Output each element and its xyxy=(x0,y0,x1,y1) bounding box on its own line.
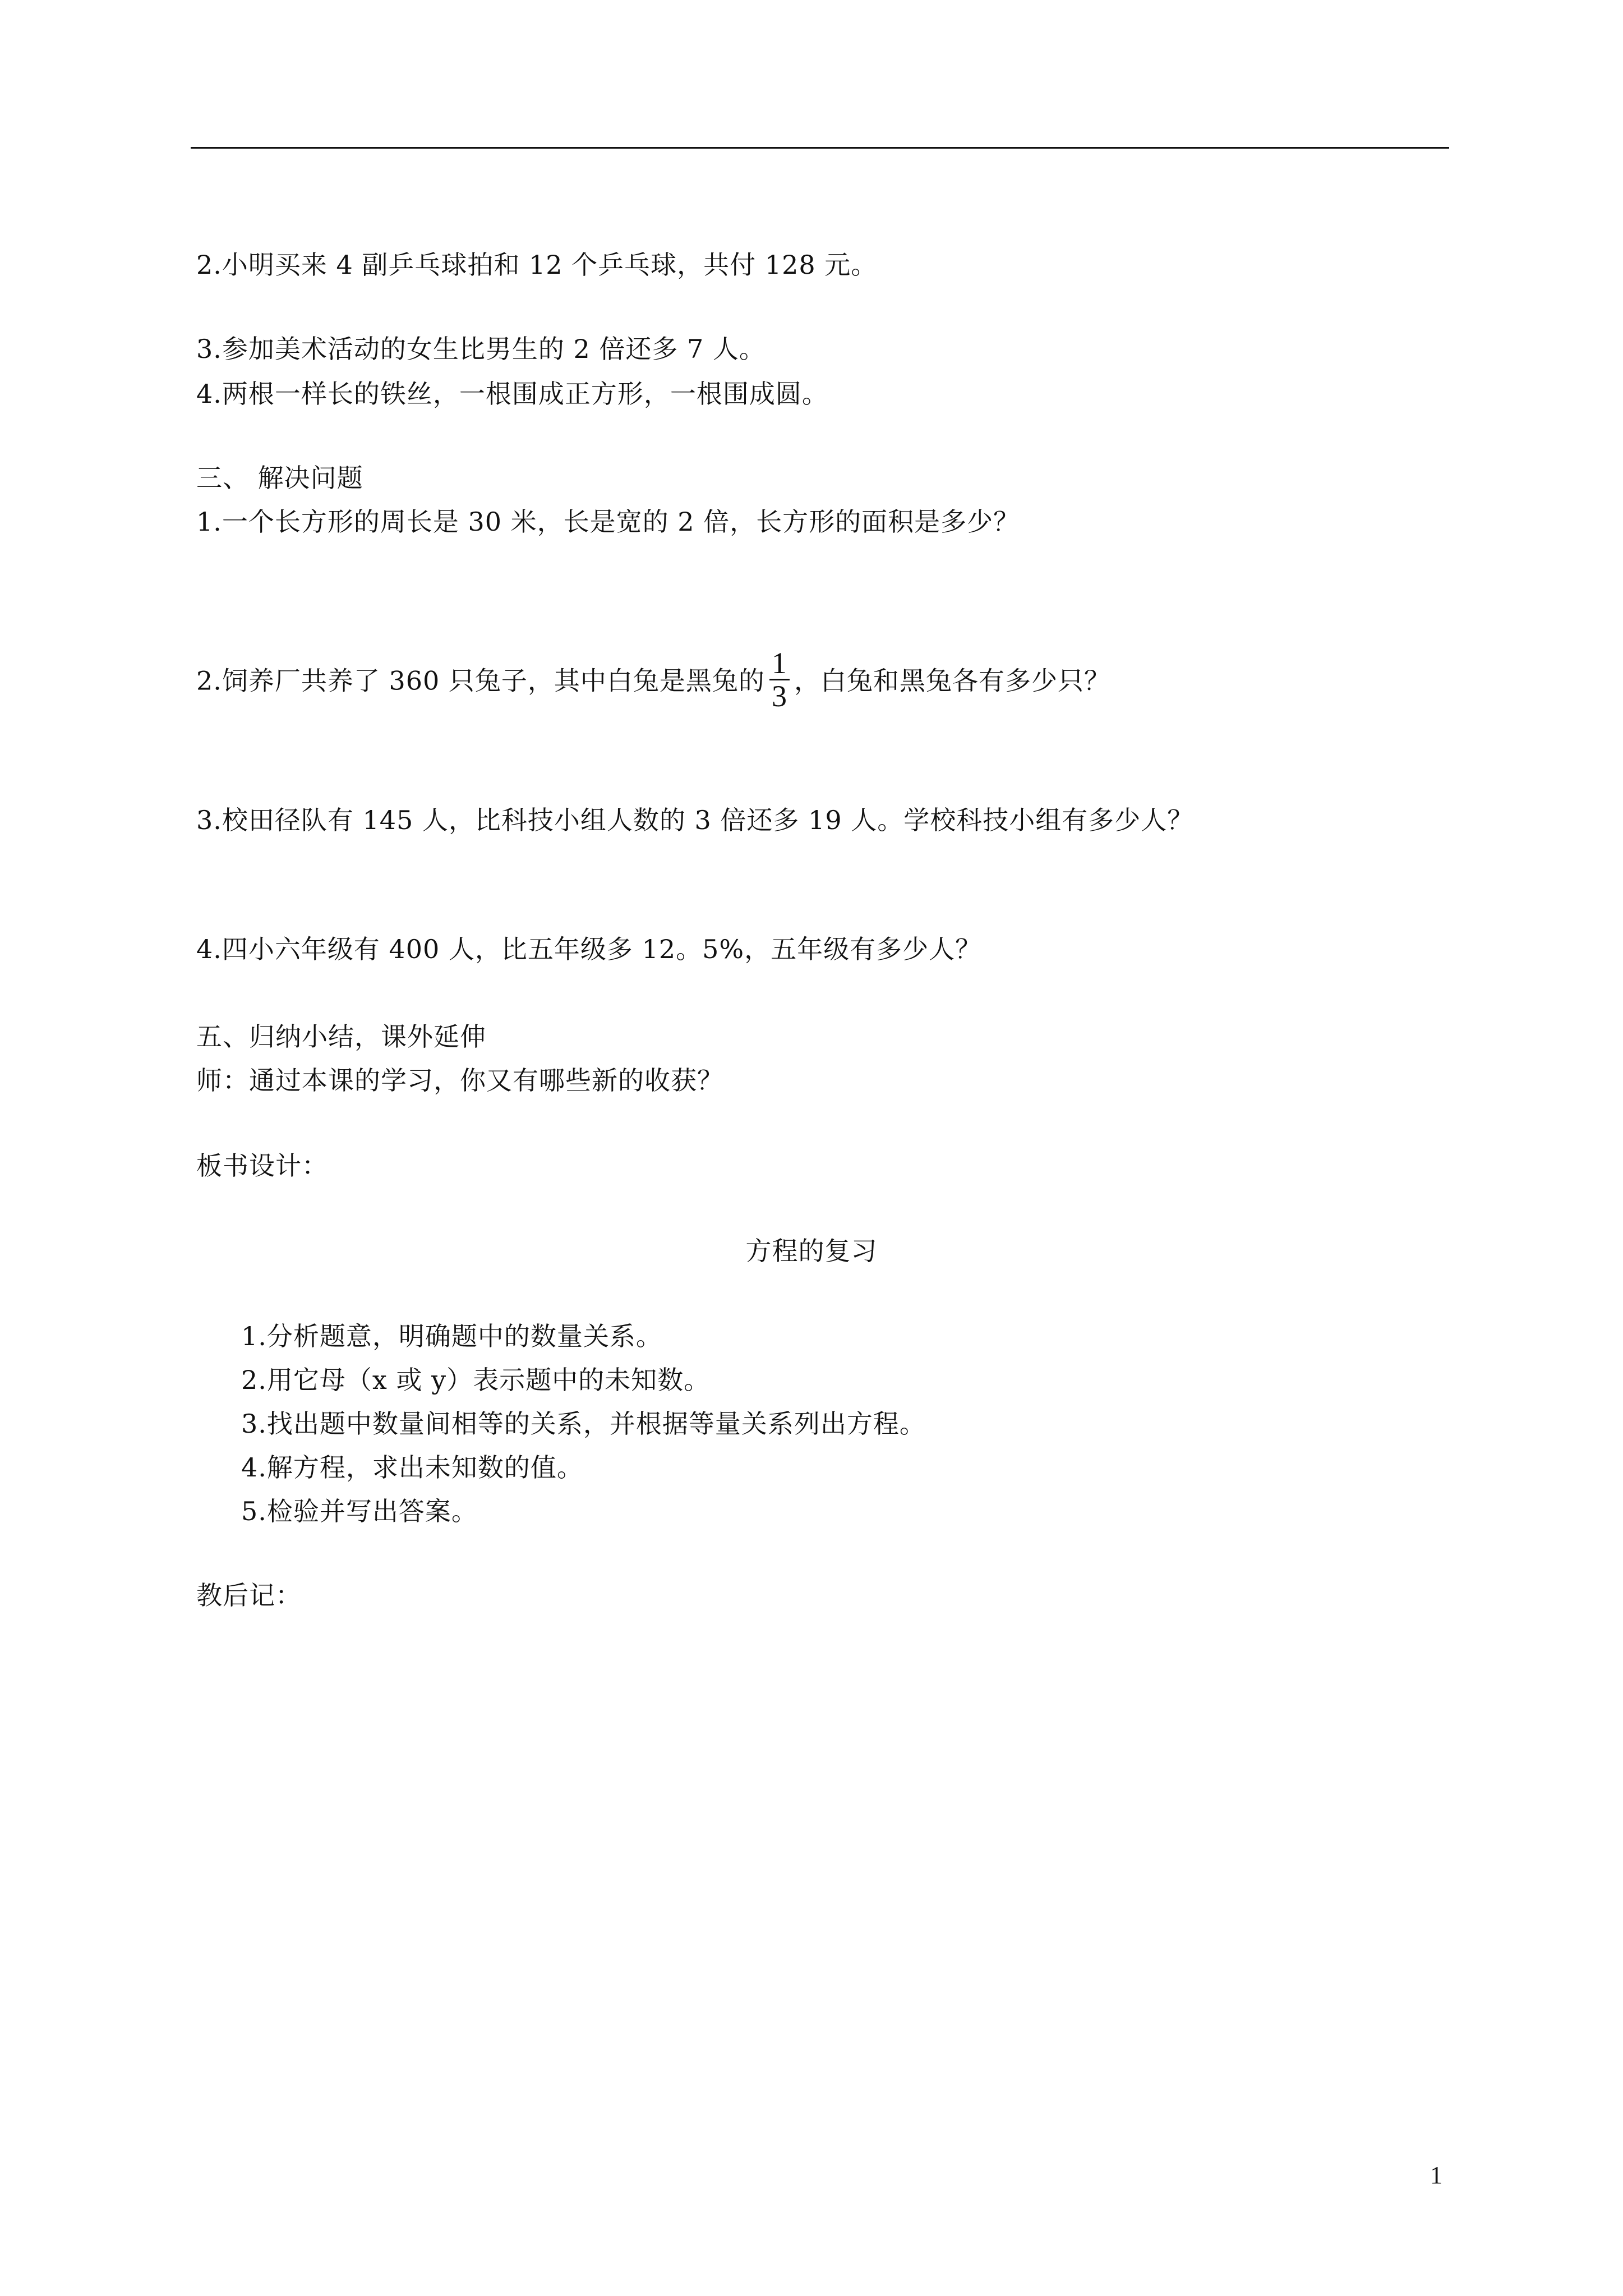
fraction-one-third xyxy=(769,647,790,712)
exercise-item-4: 4.两根一样长的铁丝，一根围成正方形，一根围成圆。 xyxy=(196,379,828,409)
exercise-item-3: 3.参加美术活动的女生比男生的 2 倍还多 7 人。 xyxy=(196,334,766,364)
board-design-label: 板书设计： xyxy=(196,1151,328,1181)
fraction-numerator: 1 xyxy=(769,647,790,680)
afternote-label: 教后记： xyxy=(196,1580,302,1611)
section-heading-solve-problems: 三、 解决问题 xyxy=(196,463,363,493)
problem-2-text-before: 2.饲养厂共养了 360 只兔子，其中白兔是黑兔的 xyxy=(196,665,765,696)
step-2: 2.用它母（x 或 y）表示题中的未知数。 xyxy=(241,1365,711,1395)
step-3: 3.找出题中数量间相等的关系，并根据等量关系列出方程。 xyxy=(241,1409,926,1439)
exercise-item-2: 2.小明买来 4 副乒乓球拍和 12 个乒乓球，共付 128 元。 xyxy=(196,250,878,280)
problem-4: 4.四小六年级有 400 人，比五年级多 12。5%，五年级有多少人？ xyxy=(196,934,982,964)
page-number: 1 xyxy=(1430,2161,1442,2189)
step-1: 1.分析题意，明确题中的数量关系。 xyxy=(241,1321,662,1351)
header-rule xyxy=(191,147,1449,149)
board-title: 方程的复习 xyxy=(745,1236,878,1266)
step-5: 5.检验并写出答案。 xyxy=(241,1496,478,1526)
teacher-question: 师：通过本课的学习，你又有哪些新的收获？ xyxy=(196,1065,723,1096)
section-heading-summary: 五、归纳小结，课外延伸 xyxy=(196,1022,486,1052)
fraction-denominator: 3 xyxy=(771,679,787,713)
problem-3: 3.校田径队有 145 人，比科技小组人数的 3 倍还多 19 人。学校科技小组有多少人？ xyxy=(196,805,1194,835)
problem-2 xyxy=(196,646,1110,715)
problem-1: 1.一个长方形的周长是 30 米，长是宽的 2 倍，长方形的面积是多少？ xyxy=(196,507,1020,537)
step-4: 4.解方程，求出未知数的值。 xyxy=(241,1452,583,1483)
problem-2-text-after: ，白兔和黑兔各有多少只？ xyxy=(794,665,1110,696)
